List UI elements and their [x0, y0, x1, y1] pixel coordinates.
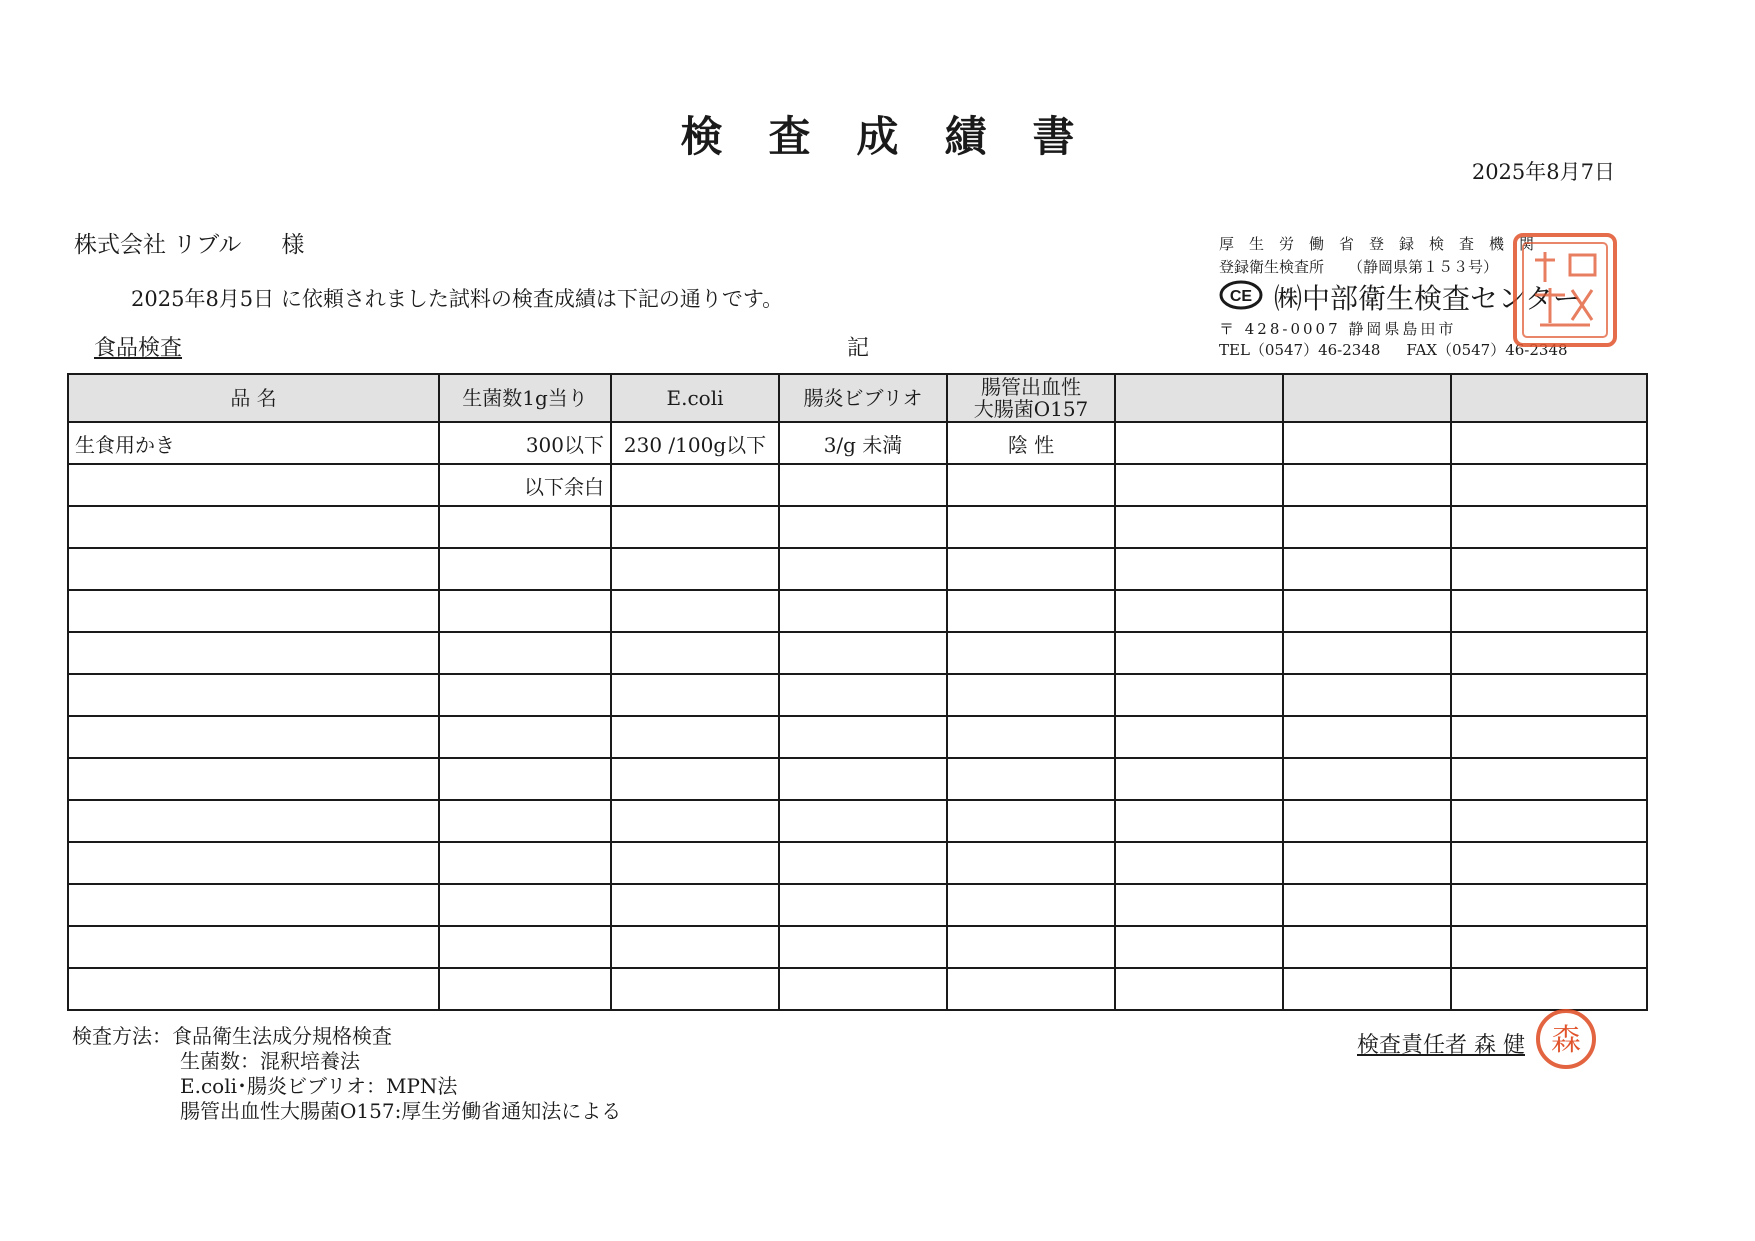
cell-vibrio [779, 548, 947, 590]
cell-col-6 [1115, 968, 1283, 1010]
cell-ecoli [611, 674, 779, 716]
cell-col-7 [1283, 464, 1451, 506]
cell-col-7 [1283, 758, 1451, 800]
issuer-tel: TEL（0547）46-2348 [1219, 341, 1381, 359]
table-row [68, 590, 1647, 632]
cell-bacteria-count [439, 842, 611, 884]
cell-col-7 [1283, 632, 1451, 674]
ki-label: 記 [847, 336, 870, 361]
header-item-name: 品 名 [68, 374, 439, 422]
cell-ecoli [611, 590, 779, 632]
cell-col-7 [1283, 674, 1451, 716]
cell-col-8 [1451, 674, 1647, 716]
cell-col-6 [1115, 842, 1283, 884]
cell-item-name [68, 800, 439, 842]
cell-item-name [68, 632, 439, 674]
cell-col-8 [1451, 506, 1647, 548]
header-empty-8 [1451, 374, 1647, 422]
table-row [68, 548, 1647, 590]
document-title: 検査成績書 [680, 112, 1121, 161]
cell-vibrio [779, 590, 947, 632]
cell-ecoli [611, 632, 779, 674]
cell-col-7 [1283, 590, 1451, 632]
inspector-label: 検査責任者 森 健 [1357, 1033, 1525, 1058]
cell-o157 [947, 674, 1115, 716]
cell-o157 [947, 590, 1115, 632]
section-label: 食品検査 [94, 336, 183, 361]
cell-col-7 [1283, 884, 1451, 926]
cell-vibrio [779, 884, 947, 926]
cell-item-name [68, 590, 439, 632]
cell-vibrio: 3/g 未満 [779, 422, 947, 464]
cell-bacteria-count [439, 884, 611, 926]
cell-o157 [947, 464, 1115, 506]
table-row [68, 842, 1647, 884]
cell-vibrio [779, 674, 947, 716]
cell-vibrio [779, 800, 947, 842]
table-row [68, 632, 1647, 674]
cell-col-8 [1451, 632, 1647, 674]
svg-text:CE: CE [1229, 288, 1253, 305]
cell-vibrio [779, 758, 947, 800]
table-row [68, 968, 1647, 1010]
cell-col-6 [1115, 716, 1283, 758]
cell-ecoli [611, 464, 779, 506]
cell-vibrio [779, 506, 947, 548]
cell-ecoli [611, 968, 779, 1010]
cell-ecoli: 230 /100g以下 [611, 422, 779, 464]
cell-col-6 [1115, 674, 1283, 716]
cell-vibrio [779, 716, 947, 758]
inspector-seal-icon [1534, 1007, 1598, 1071]
cell-bacteria-count: 以下余白 [439, 464, 611, 506]
recipient [74, 226, 304, 259]
cell-bacteria-count [439, 674, 611, 716]
cell-ecoli [611, 842, 779, 884]
cell-o157 [947, 632, 1115, 674]
cell-col-6 [1115, 548, 1283, 590]
header-bacteria-count: 生菌数1g当り [439, 374, 611, 422]
issuer-logo-icon [1219, 280, 1263, 310]
issuer-lab-number: （静岡県第１５３号） [1348, 258, 1499, 276]
cell-bacteria-count [439, 632, 611, 674]
results-table [67, 373, 1648, 1011]
cell-o157 [947, 842, 1115, 884]
cell-col-8 [1451, 548, 1647, 590]
company-seal-icon [1510, 230, 1620, 350]
cell-vibrio [779, 464, 947, 506]
table-row [68, 800, 1647, 842]
header-ecoli: E.coli [611, 374, 779, 422]
cell-col-7 [1283, 842, 1451, 884]
header-o157-line2: 大腸菌O157 [973, 397, 1089, 421]
cell-col-6 [1115, 506, 1283, 548]
cell-col-6 [1115, 758, 1283, 800]
cell-item-name [68, 884, 439, 926]
method-line-1: 検査方法：食品衛生法成分規格検査 [72, 1024, 392, 1048]
cell-bacteria-count [439, 590, 611, 632]
cell-item-name: 生食用かき [68, 422, 439, 464]
cell-bacteria-count [439, 926, 611, 968]
method-line-2: 生菌数：混釈培養法 [180, 1049, 360, 1073]
table-row [68, 716, 1647, 758]
cell-o157 [947, 548, 1115, 590]
cell-ecoli [611, 926, 779, 968]
cell-item-name [68, 548, 439, 590]
cell-bacteria-count [439, 758, 611, 800]
table-row [68, 464, 1647, 506]
cell-col-6 [1115, 590, 1283, 632]
recipient-honorific: 様 [281, 232, 305, 258]
header-o157 [947, 374, 1115, 422]
cell-o157 [947, 758, 1115, 800]
header-vibrio: 腸炎ビブリオ [779, 374, 947, 422]
table-header-row [68, 374, 1647, 422]
cell-ecoli [611, 800, 779, 842]
cell-col-7 [1283, 926, 1451, 968]
cell-bacteria-count [439, 800, 611, 842]
cell-col-8 [1451, 968, 1647, 1010]
issuer-registration: 厚生労働省登録検査機関 [1219, 235, 1550, 253]
cell-col-8 [1451, 884, 1647, 926]
cell-col-8 [1451, 926, 1647, 968]
cell-bacteria-count [439, 506, 611, 548]
cell-o157 [947, 884, 1115, 926]
cell-vibrio [779, 632, 947, 674]
cell-o157: 陰 性 [947, 422, 1115, 464]
cell-col-6 [1115, 632, 1283, 674]
issue-date: 2025年8月7日 [1471, 160, 1615, 184]
issuer-address: 〒 428-0007 静岡県島田市 [1219, 320, 1457, 338]
cell-item-name [68, 758, 439, 800]
cell-item-name [68, 968, 439, 1010]
cell-col-8 [1451, 422, 1647, 464]
cell-bacteria-count [439, 968, 611, 1010]
inspector-seal-text: 森 [1551, 1023, 1581, 1058]
cell-item-name [68, 674, 439, 716]
cell-col-8 [1451, 590, 1647, 632]
cell-item-name [68, 506, 439, 548]
table-row [68, 926, 1647, 968]
cell-bacteria-count: 300以下 [439, 422, 611, 464]
cell-ecoli [611, 716, 779, 758]
issuer-lab-type: 登録衛生検査所 [1219, 258, 1325, 276]
cell-col-8 [1451, 842, 1647, 884]
table-row [68, 506, 1647, 548]
cell-col-8 [1451, 716, 1647, 758]
cell-item-name [68, 926, 439, 968]
cell-col-7 [1283, 506, 1451, 548]
table-row [68, 674, 1647, 716]
cell-o157 [947, 926, 1115, 968]
header-empty-6 [1115, 374, 1283, 422]
test-methods [72, 1024, 621, 1124]
cell-col-7 [1283, 716, 1451, 758]
issuer-fax: FAX（0547）46-2348 [1406, 341, 1568, 359]
header-empty-7 [1283, 374, 1451, 422]
cell-col-7 [1283, 968, 1451, 1010]
cell-o157 [947, 506, 1115, 548]
cell-col-7 [1283, 422, 1451, 464]
cell-col-8 [1451, 800, 1647, 842]
cell-col-8 [1451, 758, 1647, 800]
issuer-name: ㈱中部衛生検査センター [1274, 282, 1581, 315]
cell-col-6 [1115, 884, 1283, 926]
cell-o157 [947, 968, 1115, 1010]
cell-item-name [68, 464, 439, 506]
cell-vibrio [779, 842, 947, 884]
cell-col-6 [1115, 926, 1283, 968]
cell-item-name [68, 716, 439, 758]
cell-o157 [947, 800, 1115, 842]
cell-o157 [947, 716, 1115, 758]
cell-vibrio [779, 926, 947, 968]
header-o157-line1: 腸管出血性 [981, 375, 1081, 399]
request-text: 2025年8月5日 に依頼されました試料の検査成績は下記の通りです。 [131, 287, 784, 311]
cell-bacteria-count [439, 716, 611, 758]
cell-col-7 [1283, 800, 1451, 842]
cell-col-6 [1115, 422, 1283, 464]
cell-col-6 [1115, 800, 1283, 842]
cell-ecoli [611, 758, 779, 800]
cell-ecoli [611, 506, 779, 548]
issuer-lab [1219, 256, 1498, 277]
recipient-name: 株式会社 リブル [74, 232, 242, 258]
table-row [68, 422, 1647, 464]
results-body [68, 422, 1647, 1010]
cell-item-name [68, 842, 439, 884]
cell-ecoli [611, 548, 779, 590]
method-line-4: 腸管出血性大腸菌O157:厚生労働省通知法による [180, 1099, 622, 1123]
cell-col-6 [1115, 464, 1283, 506]
method-line-3: E.coli･腸炎ビブリオ：MPN法 [180, 1074, 458, 1098]
table-row [68, 758, 1647, 800]
table-row [68, 884, 1647, 926]
cell-vibrio [779, 968, 947, 1010]
cell-col-8 [1451, 464, 1647, 506]
cell-bacteria-count [439, 548, 611, 590]
cell-col-7 [1283, 548, 1451, 590]
cell-ecoli [611, 884, 779, 926]
